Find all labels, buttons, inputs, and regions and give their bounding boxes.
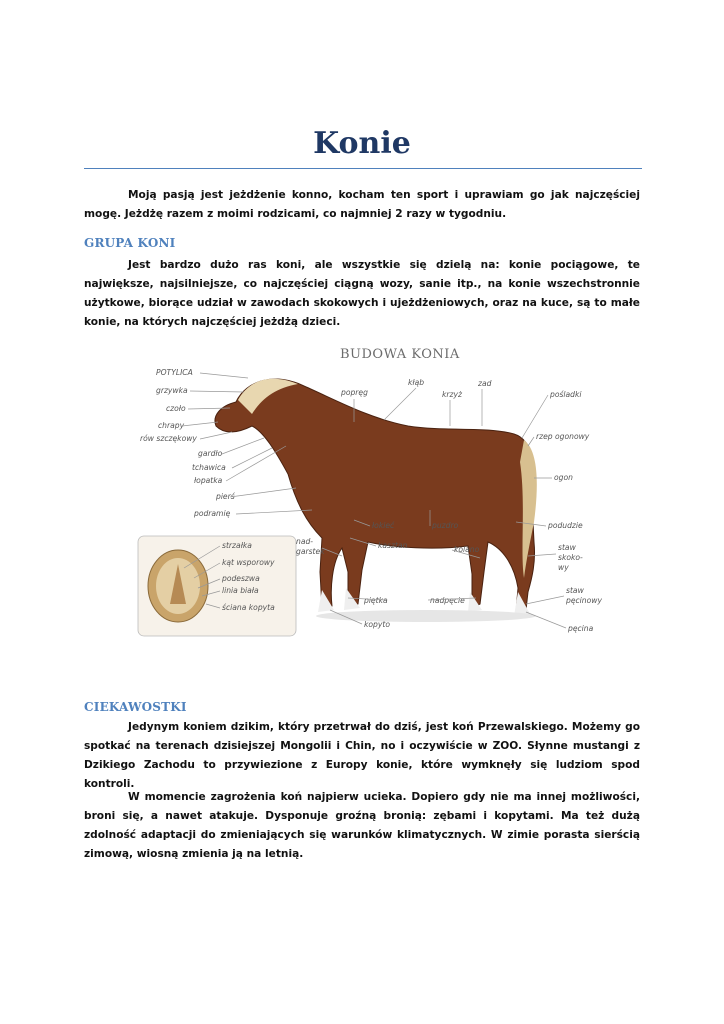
label-piers: pierś: [216, 492, 235, 501]
label-nadgarstek-1: nad-: [296, 537, 314, 546]
label-nadgarstek-2: garstek: [296, 547, 325, 556]
label-ogon: ogon: [554, 473, 573, 482]
label-rzep-ogonowy: rzep ogonowy: [536, 432, 590, 441]
label-klab: kłąb: [408, 378, 425, 387]
label-podudzie: podudzie: [548, 521, 583, 530]
label-gardlo: gardło: [198, 449, 223, 458]
label-staw-skokowy-2: skoko-: [558, 553, 583, 562]
title-underline: [84, 168, 642, 169]
label-popreg: popręg: [341, 388, 368, 397]
label-chrapy: chrapy: [158, 421, 185, 430]
label-staw-pecinowy-1: staw: [566, 586, 584, 595]
label-potylica: POTYLICA: [156, 368, 193, 377]
label-kat-wsporowy: kąt wsporowy: [222, 558, 275, 567]
label-staw-skokowy-1: staw: [558, 543, 576, 552]
ciekawostki-paragraph-1: Jedynym koniem dzikim, który przetrwał do dziś, jest koń Przewalskiego. Możemy go spotkać na terenach dzisiejszej Mongolii i Chin, no i oczywiście w ZOO. Słynne mustangi z Dzikiego Zachodu to przywiezione z Europy konie, które wymknęły się ludziom spod kontroli.: [84, 721, 640, 790]
label-staw-pecinowy-2: pęcinowy: [566, 596, 602, 605]
label-podeszwa: podeszwa: [222, 574, 260, 583]
label-kopyto: kopyto: [364, 620, 390, 629]
label-kolano: kolano: [454, 545, 480, 554]
label-staw-skokowy-3: wy: [558, 563, 569, 572]
label-podramie: podramię: [194, 509, 231, 518]
label-lokiec: łokieć: [372, 521, 395, 530]
label-pecina: pęcina: [568, 624, 594, 633]
label-row-szczekowy: rów szczękowy: [140, 434, 197, 443]
label-grzywka: grzywka: [156, 386, 188, 395]
label-puzdro: puzdro: [432, 521, 459, 530]
page-title: Konie: [313, 126, 411, 161]
label-linia-biala: linia biała: [222, 586, 259, 595]
hoof-inset: [138, 536, 296, 636]
horse-anatomy-figure: [136, 342, 612, 654]
grupa-koni-paragraph: Jest bardzo dużo ras koni, ale wszystkie się dzielą na: konie pociągowe, te największe, najsilniejsze, co najczęściej ciągną wozy, sanie itp., na konie wszechstronnie użytkowe, biorące udział w zawodach skokowych i ujeżdżeniowych, oraz na kuce, są to małe konie, na których najczęściej jeżdżą dzieci.: [84, 259, 640, 328]
intro-paragraph: Moją pasją jest jeżdżenie konno, kocham ten sport i uprawiam go jak najczęściej mogę. Jeżdżę razem z moimi rodzicami, co najmniej 2 razy w tygodniu.: [84, 189, 640, 220]
section-heading-grupa-koni: GRUPA KONI: [84, 236, 176, 250]
section-heading-ciekawostki: CIEKAWOSTKI: [84, 700, 187, 714]
label-posladki: pośladki: [550, 390, 582, 399]
label-kasztan: kasztan: [378, 541, 408, 550]
label-krzyz: krzyż: [442, 390, 462, 399]
ciekawostki-paragraph-2: W momencie zagrożenia koń najpierw ucieka. Dopiero gdy nie ma innej możliwości, broni się, a nawet atakuje. Dysponuje groźną bronią: zębami i kopytami. Ma też dużą zdolność adaptacji do zmieniających się warunków klimatycznych. W zimie porasta sierścią zimową, wiosną zmienia ją na letnią.: [84, 791, 640, 860]
label-lopatka: łopatka: [194, 476, 223, 485]
label-tchawica: tchawica: [192, 463, 226, 472]
label-zad: zad: [478, 379, 492, 388]
horse-anatomy-diagram: [136, 342, 612, 654]
figure-title: BUDOWA KONIA: [340, 347, 460, 362]
label-sciana-kopyta: ściana kopyta: [222, 603, 275, 612]
label-czolo: czoło: [166, 404, 186, 413]
label-pietka: piętka: [364, 596, 388, 605]
label-nadpecie: nadpęcie: [430, 596, 465, 605]
label-strzalka: strzałka: [222, 541, 252, 550]
